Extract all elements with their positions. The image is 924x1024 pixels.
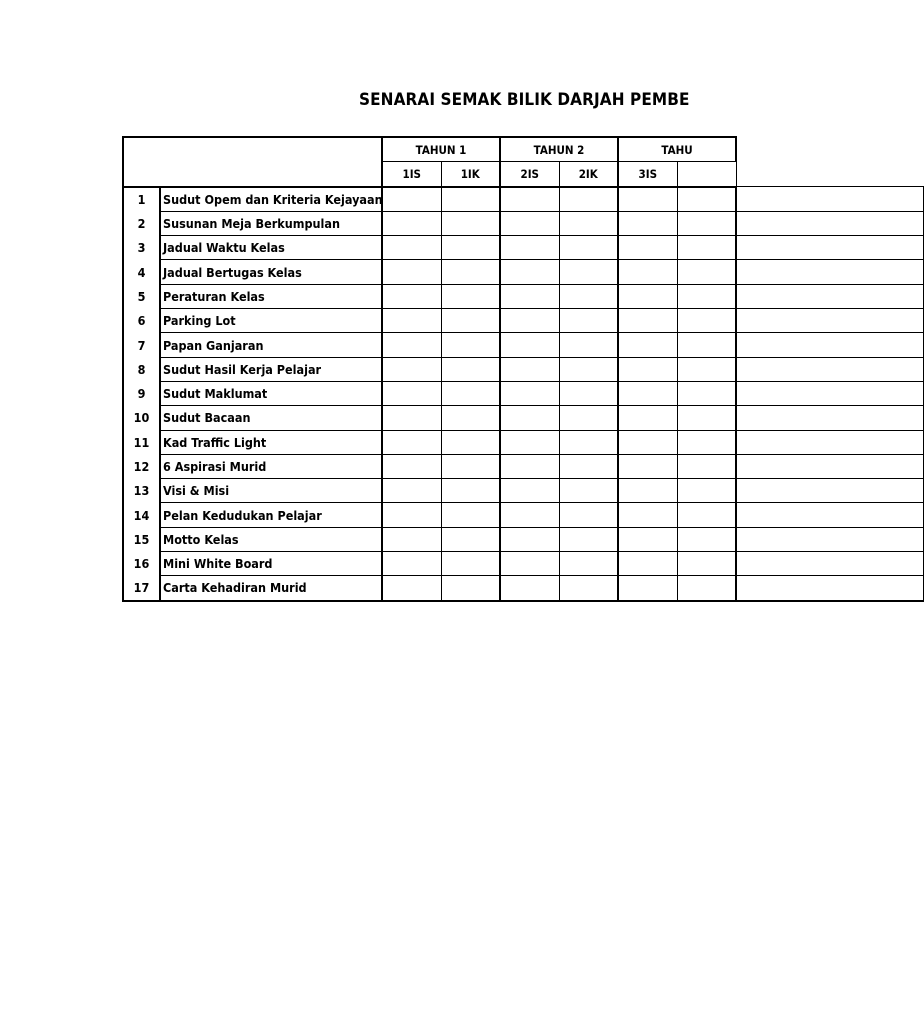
check-cell[interactable]	[677, 503, 736, 527]
check-cell[interactable]	[618, 430, 677, 454]
check-cell[interactable]	[618, 187, 677, 212]
check-cell[interactable]	[441, 284, 500, 308]
check-cell[interactable]	[559, 333, 618, 357]
check-cell[interactable]	[500, 260, 559, 284]
check-cell[interactable]	[736, 552, 923, 576]
check-cell[interactable]	[500, 576, 559, 601]
checklist-row	[123, 309, 923, 333]
check-cell[interactable]	[618, 309, 677, 333]
check-cell[interactable]	[441, 236, 500, 260]
check-cell[interactable]	[441, 333, 500, 357]
item-number: 10	[123, 406, 160, 430]
check-cell[interactable]	[500, 454, 559, 478]
checklist-row	[123, 454, 923, 478]
item-label: 6 Aspirasi Murid	[160, 454, 382, 478]
item-label: Sudut Hasil Kerja Pelajar	[160, 357, 382, 381]
check-cell[interactable]	[736, 357, 923, 381]
check-cell[interactable]	[559, 430, 618, 454]
check-cell[interactable]	[559, 527, 618, 551]
check-cell[interactable]	[618, 381, 677, 405]
check-cell[interactable]	[500, 357, 559, 381]
checklist-row	[123, 430, 923, 454]
check-cell[interactable]	[382, 406, 441, 430]
check-cell[interactable]	[500, 187, 559, 212]
check-cell[interactable]	[382, 503, 441, 527]
check-cell[interactable]	[677, 406, 736, 430]
check-cell[interactable]	[441, 309, 500, 333]
check-cell[interactable]	[618, 406, 677, 430]
check-cell[interactable]	[382, 479, 441, 503]
check-cell[interactable]	[677, 260, 736, 284]
item-label: Pelan Kedudukan Pelajar	[160, 503, 382, 527]
item-number: 5	[123, 284, 160, 308]
checklist-row	[123, 260, 923, 284]
check-cell[interactable]	[559, 284, 618, 308]
check-cell[interactable]	[736, 284, 923, 308]
item-number: 16	[123, 552, 160, 576]
check-cell[interactable]	[677, 357, 736, 381]
checklist-row	[123, 236, 923, 260]
check-cell[interactable]	[382, 552, 441, 576]
check-cell[interactable]	[559, 454, 618, 478]
check-cell[interactable]	[500, 430, 559, 454]
check-cell[interactable]	[382, 236, 441, 260]
check-cell[interactable]	[441, 503, 500, 527]
check-cell[interactable]	[500, 211, 559, 235]
checklist-row	[123, 187, 923, 212]
check-cell[interactable]	[736, 211, 923, 235]
item-label: Susunan Meja Berkumpulan	[160, 211, 382, 235]
checklist-row	[123, 381, 923, 405]
check-cell[interactable]	[559, 187, 618, 212]
item-label: Sudut Opem dan Kriteria Kejayaan	[160, 187, 382, 212]
check-cell[interactable]	[736, 260, 923, 284]
check-cell[interactable]	[618, 552, 677, 576]
document-title: SENARAI SEMAK BILIK DARJAH PEMBE	[359, 90, 690, 110]
check-cell[interactable]	[500, 333, 559, 357]
check-cell[interactable]	[441, 187, 500, 212]
check-cell[interactable]	[618, 236, 677, 260]
item-number: 15	[123, 527, 160, 551]
check-cell[interactable]	[441, 479, 500, 503]
check-cell[interactable]	[677, 527, 736, 551]
check-cell[interactable]	[441, 406, 500, 430]
check-cell[interactable]	[618, 211, 677, 235]
checklist-row	[123, 527, 923, 551]
check-cell[interactable]	[736, 479, 923, 503]
check-cell[interactable]	[500, 479, 559, 503]
check-cell[interactable]	[618, 527, 677, 551]
check-cell[interactable]	[382, 430, 441, 454]
check-cell[interactable]	[736, 309, 923, 333]
year-header: TAHUN 2	[500, 137, 618, 162]
check-cell[interactable]	[559, 381, 618, 405]
checklist-row	[123, 576, 923, 601]
check-cell[interactable]	[500, 284, 559, 308]
class-header: 1IS	[382, 162, 441, 187]
check-cell[interactable]	[382, 260, 441, 284]
item-number: 11	[123, 430, 160, 454]
check-cell[interactable]	[559, 576, 618, 601]
item-number: 8	[123, 357, 160, 381]
class-header: 1IK	[441, 162, 500, 187]
check-cell[interactable]	[382, 527, 441, 551]
check-cell[interactable]	[441, 576, 500, 601]
check-cell[interactable]	[441, 381, 500, 405]
header-blank-cell	[123, 137, 382, 187]
checklist-row	[123, 479, 923, 503]
check-cell[interactable]	[677, 430, 736, 454]
checklist-row	[123, 406, 923, 430]
check-cell[interactable]	[500, 552, 559, 576]
check-cell[interactable]	[736, 527, 923, 551]
checklist-row	[123, 503, 923, 527]
check-cell[interactable]	[618, 284, 677, 308]
check-cell[interactable]	[736, 187, 923, 212]
check-cell[interactable]	[500, 527, 559, 551]
check-cell[interactable]	[677, 309, 736, 333]
check-cell[interactable]	[677, 187, 736, 212]
check-cell[interactable]	[618, 479, 677, 503]
check-cell[interactable]	[677, 576, 736, 601]
checklist-row	[123, 211, 923, 235]
item-number: 14	[123, 503, 160, 527]
check-cell[interactable]	[441, 357, 500, 381]
check-cell[interactable]	[382, 309, 441, 333]
check-cell[interactable]	[559, 260, 618, 284]
check-cell[interactable]	[559, 309, 618, 333]
check-cell[interactable]	[677, 284, 736, 308]
item-number: 7	[123, 333, 160, 357]
check-cell[interactable]	[441, 430, 500, 454]
check-cell[interactable]	[500, 381, 559, 405]
item-label: Mini White Board	[160, 552, 382, 576]
checklist-row	[123, 284, 923, 308]
item-label: Jadual Waktu Kelas	[160, 236, 382, 260]
year-header: TAHU	[618, 137, 736, 162]
item-number: 13	[123, 479, 160, 503]
check-cell[interactable]	[677, 381, 736, 405]
class-header: 2IK	[559, 162, 618, 187]
check-cell[interactable]	[559, 503, 618, 527]
check-cell[interactable]	[677, 454, 736, 478]
check-cell[interactable]	[559, 211, 618, 235]
check-cell[interactable]	[500, 503, 559, 527]
check-cell[interactable]	[441, 211, 500, 235]
check-cell[interactable]	[736, 333, 923, 357]
item-label: Sudut Bacaan	[160, 406, 382, 430]
check-cell[interactable]	[382, 576, 441, 601]
check-cell[interactable]	[441, 260, 500, 284]
check-cell[interactable]	[500, 309, 559, 333]
check-cell[interactable]	[677, 333, 736, 357]
check-cell[interactable]	[618, 454, 677, 478]
check-cell[interactable]	[677, 211, 736, 235]
checklist-row	[123, 333, 923, 357]
item-number: 2	[123, 211, 160, 235]
check-cell[interactable]	[382, 454, 441, 478]
check-cell[interactable]	[736, 381, 923, 405]
check-cell[interactable]	[500, 236, 559, 260]
checklist-sheet	[120, 134, 693, 600]
item-number: 17	[123, 576, 160, 601]
check-cell[interactable]	[736, 430, 923, 454]
year-header: TAHUN 1	[382, 137, 500, 162]
class-header: 3IS	[618, 162, 677, 187]
item-number: 4	[123, 260, 160, 284]
check-cell[interactable]	[559, 479, 618, 503]
item-label: Motto Kelas	[160, 527, 382, 551]
check-cell[interactable]	[559, 236, 618, 260]
check-cell[interactable]	[382, 333, 441, 357]
item-number: 6	[123, 309, 160, 333]
check-cell[interactable]	[736, 406, 923, 430]
class-header-empty	[677, 162, 736, 187]
check-cell[interactable]	[736, 576, 923, 601]
check-cell[interactable]	[559, 357, 618, 381]
check-cell[interactable]	[500, 406, 559, 430]
check-cell[interactable]	[382, 284, 441, 308]
item-label: Peraturan Kelas	[160, 284, 382, 308]
class-header: 2IS	[500, 162, 559, 187]
check-cell[interactable]	[441, 454, 500, 478]
item-label: Kad Traffic Light	[160, 430, 382, 454]
item-label: Jadual Bertugas Kelas	[160, 260, 382, 284]
item-label: Sudut Maklumat	[160, 381, 382, 405]
item-label: Carta Kehadiran Murid	[160, 576, 382, 601]
check-cell[interactable]	[736, 503, 923, 527]
check-cell[interactable]	[677, 479, 736, 503]
check-cell[interactable]	[559, 552, 618, 576]
check-cell[interactable]	[382, 357, 441, 381]
check-cell[interactable]	[736, 454, 923, 478]
check-cell[interactable]	[441, 527, 500, 551]
item-number: 12	[123, 454, 160, 478]
check-cell[interactable]	[618, 357, 677, 381]
check-cell[interactable]	[382, 187, 441, 212]
check-cell[interactable]	[677, 552, 736, 576]
check-cell[interactable]	[618, 503, 677, 527]
check-cell[interactable]	[618, 333, 677, 357]
item-number: 9	[123, 381, 160, 405]
check-cell[interactable]	[618, 260, 677, 284]
check-cell[interactable]	[441, 552, 500, 576]
checklist-row	[123, 552, 923, 576]
header-row-years	[123, 137, 923, 162]
check-cell[interactable]	[677, 236, 736, 260]
item-number: 3	[123, 236, 160, 260]
checklist-table	[122, 136, 924, 602]
checklist-row	[123, 357, 923, 381]
item-label: Parking Lot	[160, 309, 382, 333]
item-label: Visi & Misi	[160, 479, 382, 503]
item-label: Papan Ganjaran	[160, 333, 382, 357]
check-cell[interactable]	[382, 381, 441, 405]
item-number: 1	[123, 187, 160, 212]
check-cell[interactable]	[382, 211, 441, 235]
check-cell[interactable]	[559, 406, 618, 430]
check-cell[interactable]	[736, 236, 923, 260]
check-cell[interactable]	[618, 576, 677, 601]
